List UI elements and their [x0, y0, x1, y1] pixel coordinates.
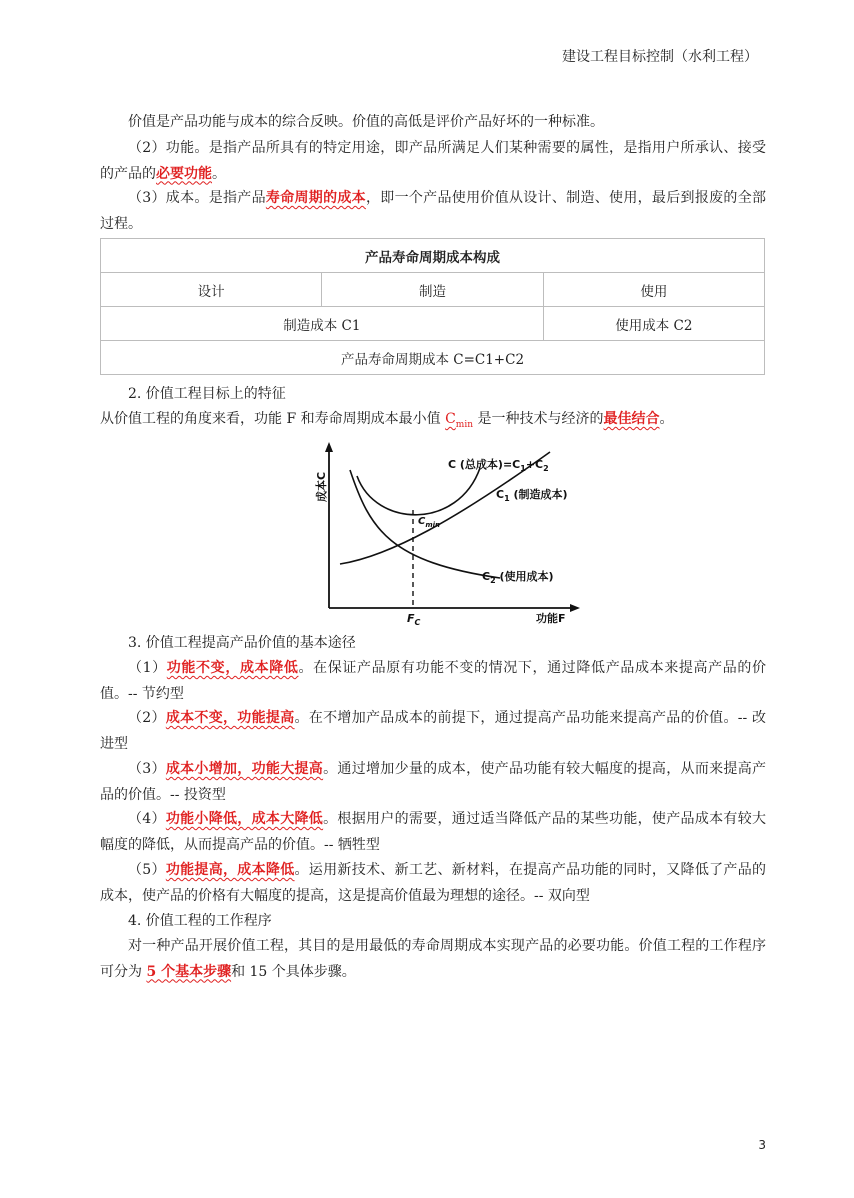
highlight-item-1: 功能不变，成本降低: [166, 660, 299, 676]
table-cell-use: 使用: [543, 273, 764, 307]
total-cost-curve: [357, 468, 480, 515]
highlight-life-cycle-cost: 寿命周期的成本: [265, 190, 366, 206]
section-3-item-5: （5）功能提高，成本降低。运用新技术、新工艺、新材料，在提高产品功能的同时，又降低了产品的成本，使产品的价格有大幅度的提高，这是提高价值最为理想的途径。-- 双向型: [100, 862, 767, 904]
highlight-cmin: $C_{min}$: [445, 411, 474, 430]
section-3-heading: 3. 价值工程提高产品价值的基本途径: [128, 635, 356, 651]
cost-definition: （3）成本。是指产品寿命周期的成本，即一个产品使用价值从设计、制造、使用，最后到报废的全部过程。: [100, 190, 767, 232]
x-axis-arrow-icon: [570, 604, 580, 612]
section-2-heading: 2. 价值工程目标上的特征: [128, 386, 286, 402]
cmin-label: $C_{min}$: [418, 516, 441, 529]
highlight-item-5: 功能提高，成本降低: [165, 862, 295, 878]
table-title: 产品寿命周期成本构成: [101, 239, 765, 273]
section-3-item-3: （3）成本小增加，功能大提高。通过增加少量的成本，使产品功能有较大幅度的提高，从而来提高产品的价值。-- 投资型: [100, 761, 767, 803]
fc-label: $F_C$: [407, 612, 421, 625]
intro-paragraph: 价值是产品功能与成本的综合反映。价值的高低是评价产品好坏的一种标准。: [128, 114, 604, 130]
highlight-best-combination: 最佳结合: [603, 411, 660, 427]
page-number: 3: [758, 1138, 766, 1152]
life-cycle-cost-table: [100, 238, 765, 375]
highlight-necessary-function: 必要功能: [156, 165, 212, 182]
x-axis-label: 功能F: [536, 612, 566, 625]
highlight-five-steps: 5 个基本步骤: [146, 963, 232, 980]
section-4-heading: 4. 价值工程的工作程序: [128, 913, 272, 929]
section-3-item-2: （2）成本不变，功能提高。在不增加产品成本的前提下，通过提高产品功能来提高产品的价值。-- 改进型: [100, 710, 766, 752]
total-cost-label: C (总成本)$=C_1+C_2$: [448, 458, 549, 473]
section-4-paragraph: 对一种产品开展价值工程，其目的是用最低的寿命周期成本实现产品的必要功能。价值工程的工作程序可分为 5 个基本步骤和 15 个具体步骤。: [100, 938, 766, 980]
table-cell-usage-cost: 使用成本 C2: [543, 307, 764, 341]
section-3-item-1: （1）功能不变，成本降低。在保证产品原有功能不变的情况下，通过降低产品成本来提高产品的价值。-- 节约型: [100, 660, 766, 702]
table-cell-total-cost: 产品寿命周期成本 C=C1+C2: [101, 341, 765, 375]
function-definition: （2）功能。是指产品所具有的特定用途，即产品所满足人们某种需要的属性，是指用户所承认、接受的产品的必要功能。: [100, 140, 766, 182]
table-cell-design: 设计: [101, 273, 322, 307]
c2-curve-label: $C_2$ (使用成本): [482, 570, 554, 585]
section-2-paragraph: 从价值工程的角度来看，功能 F 和寿命周期成本最小值 $C_{min}$ 是一种技术与经济的最佳结合。: [100, 411, 674, 430]
c1-curve-label: $C_1$ (制造成本): [496, 488, 568, 503]
highlight-item-3: 成本小增加，功能大提高: [165, 761, 324, 777]
highlight-item-2: 成本不变，功能提高: [165, 710, 295, 726]
running-header: 建设工程目标控制（水利工程）: [562, 49, 758, 65]
section-3-item-4: （4）功能小降低，成本大降低。根据用户的需要，通过适当降低产品的某些功能，使产品成本有较大幅度的降低，从而提高产品的价值。-- 牺牲型: [100, 811, 767, 853]
cost-function-figure: [310, 440, 585, 625]
highlight-item-4: 功能小降低，成本大降低: [165, 811, 324, 827]
table-cell-manufacture: 制造: [322, 273, 543, 307]
table-cell-manufacturing-cost: 制造成本 C1: [101, 307, 544, 341]
y-axis-label: 成本C: [315, 471, 328, 502]
y-axis-arrow-icon: [325, 442, 333, 452]
